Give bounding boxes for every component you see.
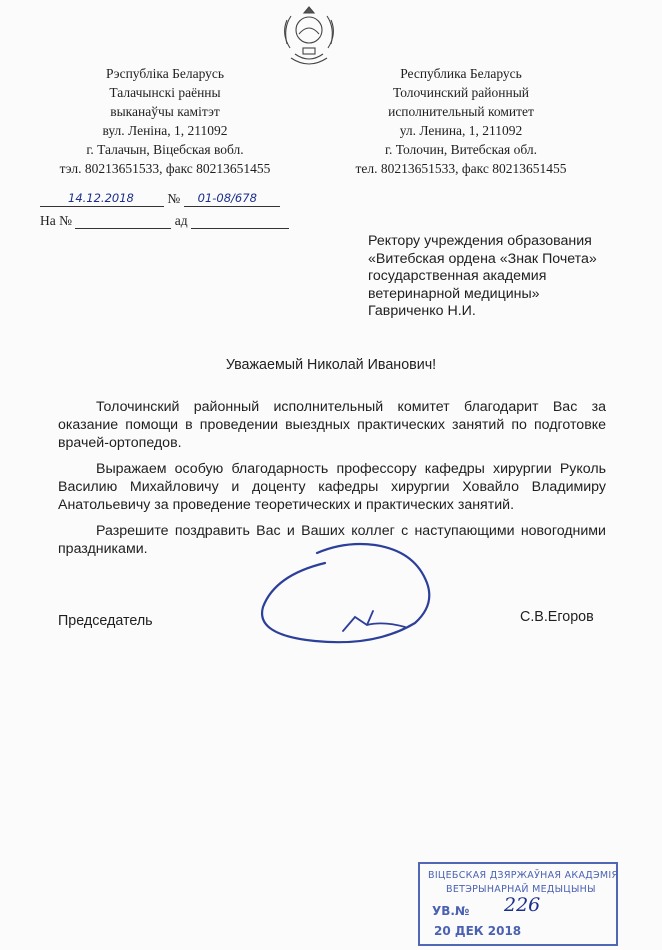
header-by-line: Талачынскі раённы	[109, 85, 221, 100]
on-label: На №	[40, 213, 72, 228]
header-ru-line: ул. Ленина, 1, 211092	[399, 123, 523, 138]
body-paragraph: Выражаем особую благодарность профессору кафедры хирургии Руколь Василию Михайловичу и доценту кафедры хирургии Ховайло Владимиру Анатольевичу за проведение теоретических и практических занятий.	[58, 461, 606, 513]
addressee-block	[368, 233, 638, 321]
addressee-line: Ректору учреждения образования	[368, 233, 592, 249]
outgoing-date: 14.12.2018	[68, 191, 134, 205]
header-by-line: Рэспубліка Беларусь	[105, 66, 225, 81]
header-ru-line: Толочинский районный	[392, 85, 529, 100]
stamp-line-1: ВІЦЕБСКАЯ ДЗЯРЖАЎНАЯ АКАДЭМІЯ	[428, 870, 619, 881]
coat-of-arms-emblem	[277, 4, 341, 70]
reference-incoming	[40, 212, 289, 229]
outgoing-number: 01-08/678	[197, 191, 257, 205]
from-label: ад	[174, 213, 188, 228]
header-russian	[330, 64, 592, 178]
body-paragraph: Разрешите поздравить Вас и Ваших коллег с наступающими новогодними праздниками.	[58, 523, 606, 557]
header-ru-line: исполнительный комитет	[388, 104, 534, 119]
header-by-line: выканаўчы камітэт	[110, 104, 220, 119]
number-line	[184, 190, 280, 207]
addressee-line: государственная академия	[368, 268, 547, 284]
header-by-line: вул. Леніна, 1, 211092	[102, 123, 228, 138]
stamp-date: 20 ДЕК 2018	[434, 924, 522, 938]
header-ru-line: тел. 80213651533, факс 80213651455	[355, 161, 567, 176]
incoming-date-line	[191, 212, 289, 229]
addressee-line: «Витебская ордена «Знак Почета»	[368, 250, 597, 267]
addressee-line: ветеринарной медицины»	[368, 285, 540, 302]
signatory-position: Председатель	[58, 613, 153, 629]
date-line	[40, 190, 164, 207]
body-paragraph: Толочинский районный исполнительный комитет благодарит Вас за оказание помощи в проведении выездных практических занятий по подготовке врачей-ортопедов.	[58, 399, 606, 451]
header-by-line: тэл. 80213651533, факс 80213651455	[59, 161, 271, 176]
incoming-number-line	[75, 212, 171, 229]
reference-outgoing	[40, 190, 280, 207]
header-by-line: г. Талачын, Віцебская вобл.	[86, 142, 244, 157]
stamp-uv-label: УВ.№	[432, 904, 470, 918]
signatory-name: С.В.Егоров	[520, 609, 594, 625]
handwritten-signature	[255, 535, 435, 655]
header-ru-line: г. Толочин, Витебская обл.	[384, 142, 537, 157]
number-prefix: №	[167, 191, 181, 206]
greeting: Уважаемый Николай Иванович!	[225, 357, 437, 373]
stamp-uv-number: 226	[504, 894, 541, 916]
addressee-line: Гавриченко Н.И.	[368, 303, 476, 319]
registration-stamp	[418, 862, 618, 946]
header-belarusian	[30, 64, 300, 178]
header-ru-line: Республика Беларусь	[400, 66, 522, 81]
stamp-line-2: ВЕТЭРЫНАРНАЙ МЕДЫЦЫНЫ	[446, 884, 596, 895]
